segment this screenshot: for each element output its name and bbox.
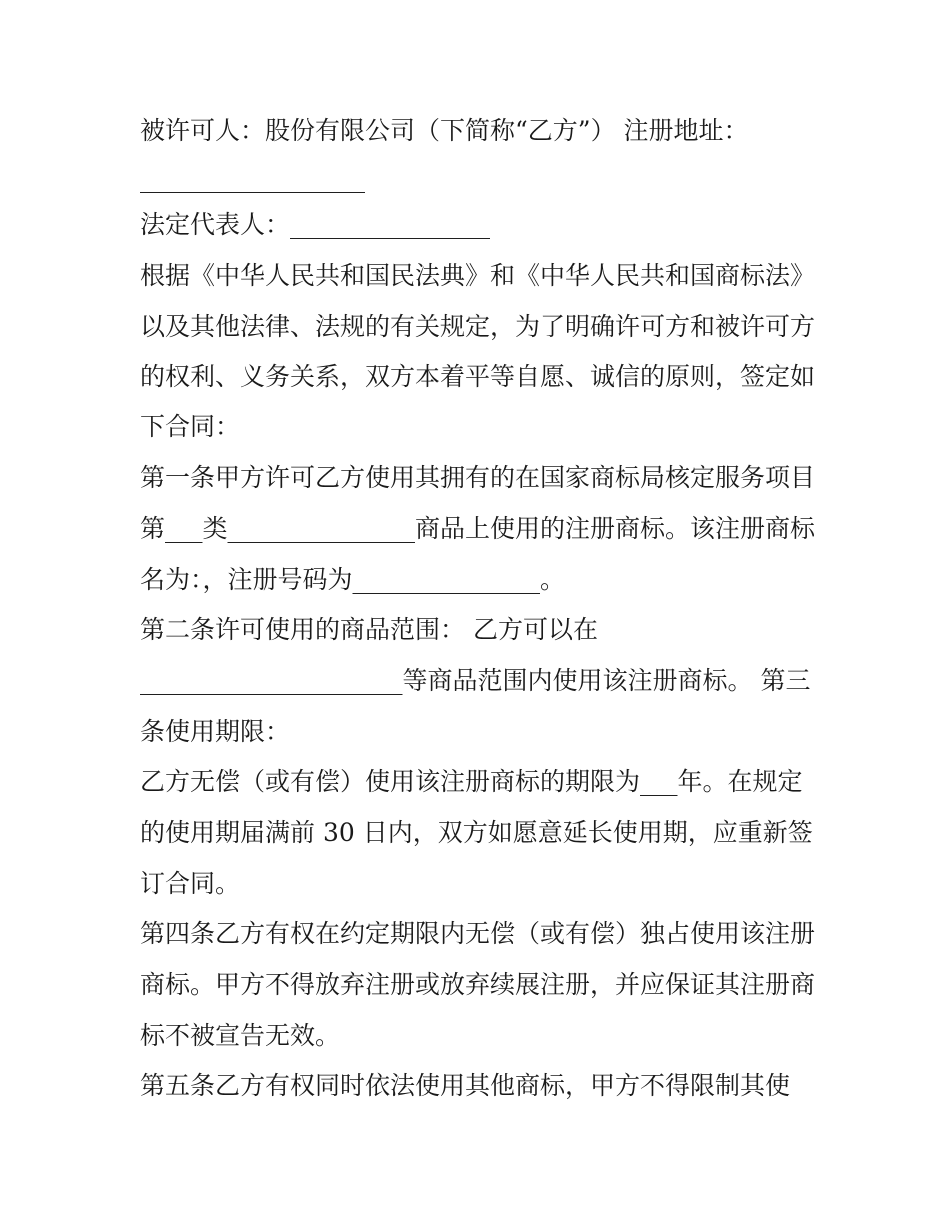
article-1-line: 第___类_______________商品上使用的注册商标。该注册商标 xyxy=(140,514,816,543)
address-blank: __________________ xyxy=(140,164,365,193)
article-3-line: 订合同。 xyxy=(140,869,241,898)
paragraph-line: 的权利、义务关系，双方本着平等自愿、诚信的原则，签定如 xyxy=(140,362,816,391)
paragraph-line: 以及其他法律、法规的有关规定，为了明确许可方和被许可方 xyxy=(140,312,816,341)
article-1-line: 名为：，注册号码为_______________。 xyxy=(140,565,566,594)
paragraph-line: 下合同： xyxy=(140,412,241,441)
article-2-line: 第二条许可使用的商品范围： 乙方可以在 xyxy=(140,615,598,644)
licensee-line: 被许可人：股份有限公司（下简称“乙方”） 注册地址： xyxy=(140,116,749,145)
article-4-line: 第四条乙方有权在约定期限内无偿（或有偿）独占使用该注册 xyxy=(140,919,816,948)
paragraph-line: 根据《中华人民共和国民法典》和《中华人民共和国商标法》 xyxy=(140,261,816,290)
article-2-line: _____________________等商品范围内使用该注册商标。 第三 xyxy=(140,666,811,695)
article-3-line: 乙方无偿（或有偿）使用该注册商标的期限为___年。在规定 xyxy=(140,767,803,796)
article-3-line: 条使用期限： xyxy=(140,717,291,746)
article-4-line: 标不被宣告无效。 xyxy=(140,1021,341,1050)
article-5-line: 第五条乙方有权同时依法使用其他商标，甲方不得限制其使 xyxy=(140,1071,791,1100)
article-1-line: 第一条甲方许可乙方使用其拥有的在国家商标局核定服务项目 xyxy=(140,463,816,492)
legal-representative-line: 法定代表人：________________ xyxy=(140,210,491,239)
article-3-line: 的使用期届满前 30 日内，双方如愿意延长使用期，应重新签 xyxy=(140,818,813,847)
article-4-line: 商标。甲方不得放弃注册或放弃续展注册，并应保证其注册商 xyxy=(140,970,816,999)
